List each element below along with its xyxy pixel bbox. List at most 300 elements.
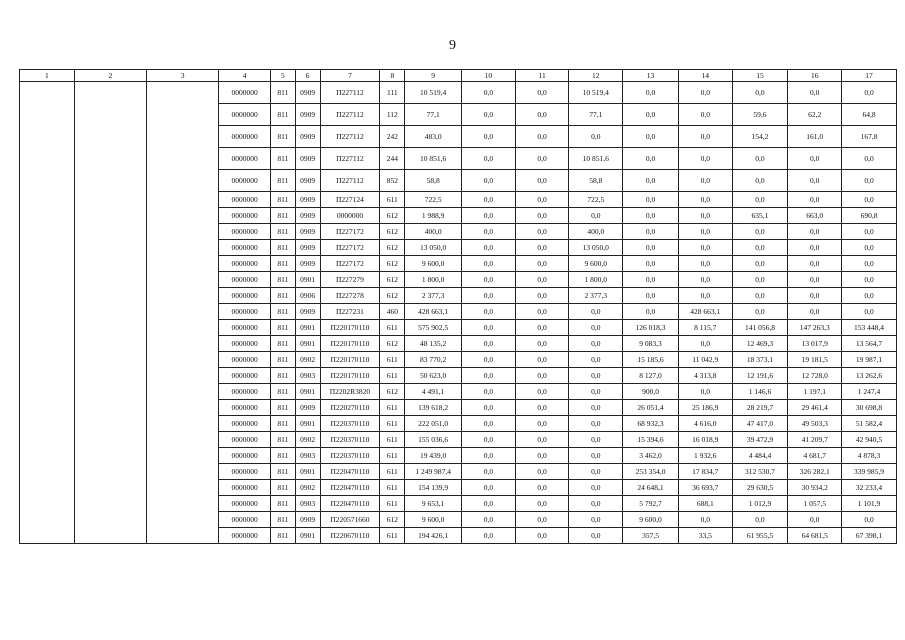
table-cell: 0,0 — [569, 320, 623, 336]
table-cell: 9 600,0 — [569, 256, 623, 272]
table-cell: 9 600,0 — [623, 512, 679, 528]
table-cell: П220170110 — [320, 368, 380, 384]
table-cell: 0,0 — [515, 464, 569, 480]
table-cell: 612 — [380, 384, 405, 400]
page-number: 9 — [449, 38, 456, 53]
table-cell: 139 618,2 — [405, 400, 462, 416]
table-cell: П220470110 — [320, 464, 380, 480]
table-cell: 62,2 — [788, 104, 842, 126]
column-header: 16 — [788, 70, 842, 82]
table-cell: 0,0 — [569, 416, 623, 432]
table-cell: 0,0 — [462, 148, 516, 170]
table-cell: 167,8 — [842, 126, 897, 148]
table-cell: 0906 — [295, 288, 320, 304]
table-cell: 15 185,6 — [623, 352, 679, 368]
table-cell: 4 878,3 — [842, 448, 897, 464]
table-cell: 0,0 — [678, 126, 732, 148]
table-cell: 0,0 — [788, 272, 842, 288]
table-cell: 0,0 — [678, 384, 732, 400]
table-cell: 1 800,0 — [569, 272, 623, 288]
table-cell: 690,8 — [842, 208, 897, 224]
table-cell: 0,0 — [462, 464, 516, 480]
table-cell: 0,0 — [569, 496, 623, 512]
table-cell: 0903 — [295, 496, 320, 512]
table-cell: 0,0 — [515, 170, 569, 192]
table-cell: 0,0 — [842, 148, 897, 170]
table-cell: 3 462,0 — [623, 448, 679, 464]
table-cell: П227124 — [320, 192, 380, 208]
table-cell: 811 — [270, 272, 295, 288]
table-cell: 612 — [380, 288, 405, 304]
column-header: 10 — [462, 70, 516, 82]
table-cell: 126 018,3 — [623, 320, 679, 336]
table-cell: 811 — [270, 480, 295, 496]
table-cell: 59,6 — [732, 104, 788, 126]
table-cell: 0,0 — [732, 256, 788, 272]
table-cell: 0,0 — [842, 304, 897, 320]
table-cell: 28 219,7 — [732, 400, 788, 416]
table-cell: 64,8 — [842, 104, 897, 126]
table-cell: 0909 — [295, 224, 320, 240]
table-cell: 0,0 — [515, 480, 569, 496]
table-cell: 154,2 — [732, 126, 788, 148]
table-cell: 0909 — [295, 240, 320, 256]
table-cell: 0,0 — [569, 304, 623, 320]
table-cell: 0,0 — [569, 336, 623, 352]
table-cell: 0,0 — [462, 336, 516, 352]
table-cell: 18 373,1 — [732, 352, 788, 368]
table-cell: 811 — [270, 288, 295, 304]
table-cell: 0909 — [295, 400, 320, 416]
table-cell: 0,0 — [569, 480, 623, 496]
table-cell: П220470110 — [320, 496, 380, 512]
table-cell: 0,0 — [842, 224, 897, 240]
table-cell: 4 491,1 — [405, 384, 462, 400]
table-cell: П220571660 — [320, 512, 380, 528]
table-cell: 0,0 — [732, 170, 788, 192]
table-cell: 0,0 — [569, 126, 623, 148]
table-cell: 1 101,9 — [842, 496, 897, 512]
table-cell: 2 377,3 — [569, 288, 623, 304]
table-cell: 811 — [270, 432, 295, 448]
table-cell: 19 987,1 — [842, 352, 897, 368]
table-cell: П220670110 — [320, 528, 380, 544]
table-cell: 811 — [270, 512, 295, 528]
table-cell: 611 — [380, 528, 405, 544]
table-cell: 611 — [380, 432, 405, 448]
table-cell: 0,0 — [842, 170, 897, 192]
table-cell: П227172 — [320, 224, 380, 240]
table-cell: 0,0 — [732, 148, 788, 170]
table-cell: 0902 — [295, 352, 320, 368]
table-cell: 112 — [380, 104, 405, 126]
table-cell: П220170110 — [320, 336, 380, 352]
table-cell: 663,0 — [788, 208, 842, 224]
table-cell: 4 484,4 — [732, 448, 788, 464]
table-cell: 811 — [270, 400, 295, 416]
table-cell: 0,0 — [462, 320, 516, 336]
table-cell: 811 — [270, 368, 295, 384]
table-cell: 0,0 — [842, 288, 897, 304]
table-cell: 0,0 — [788, 170, 842, 192]
column-header: 1 — [20, 70, 75, 82]
table-cell: 64 681,5 — [788, 528, 842, 544]
table-cell: 0,0 — [732, 82, 788, 104]
table-cell: 242 — [380, 126, 405, 148]
column-header: 6 — [295, 70, 320, 82]
table-cell: П227279 — [320, 272, 380, 288]
table-cell: 11 042,9 — [678, 352, 732, 368]
table-cell: 0,0 — [569, 448, 623, 464]
table-cell: 0000000 — [219, 192, 271, 208]
table-cell: 49 503,3 — [788, 416, 842, 432]
table-cell: 0,0 — [515, 528, 569, 544]
table-cell: 0,0 — [462, 256, 516, 272]
column-header: 9 — [405, 70, 462, 82]
table-cell: 0000000 — [219, 288, 271, 304]
column-header: 8 — [380, 70, 405, 82]
table-cell: 13 564,7 — [842, 336, 897, 352]
table-cell: 147 263,3 — [788, 320, 842, 336]
column-header: 7 — [320, 70, 380, 82]
table-cell: 155 036,6 — [405, 432, 462, 448]
table-cell: 0,0 — [462, 104, 516, 126]
table-cell: 0000000 — [219, 304, 271, 320]
table-cell: 0,0 — [788, 304, 842, 320]
table-cell: 0,0 — [569, 528, 623, 544]
table-cell: П2202R3820 — [320, 384, 380, 400]
table-cell: 612 — [380, 272, 405, 288]
table-cell: 428 663,1 — [678, 304, 732, 320]
column-header: 15 — [732, 70, 788, 82]
table-cell: 0000000 — [219, 464, 271, 480]
table-cell: 0909 — [295, 256, 320, 272]
table-cell: 0,0 — [678, 288, 732, 304]
table-cell: 0000000 — [219, 336, 271, 352]
table-cell: 0000000 — [219, 416, 271, 432]
table-cell: 811 — [270, 352, 295, 368]
table-cell: 811 — [270, 192, 295, 208]
table-cell: 0,0 — [732, 288, 788, 304]
table-cell: 12 728,0 — [788, 368, 842, 384]
table-cell: 58,8 — [569, 170, 623, 192]
table-cell: 0,0 — [788, 240, 842, 256]
table-cell: 0,0 — [623, 170, 679, 192]
table-cell: 811 — [270, 224, 295, 240]
table-cell: 1 800,0 — [405, 272, 462, 288]
table-cell: 0,0 — [515, 272, 569, 288]
table-cell: 1 988,9 — [405, 208, 462, 224]
table-cell: 8 127,0 — [623, 368, 679, 384]
table-cell: 611 — [380, 400, 405, 416]
table-cell: 0000000 — [219, 272, 271, 288]
table-cell: 0000000 — [219, 170, 271, 192]
table-cell: П220170110 — [320, 320, 380, 336]
table-cell: 0,0 — [462, 304, 516, 320]
table-cell: 0901 — [295, 384, 320, 400]
column-header: 5 — [270, 70, 295, 82]
table-cell: 0,0 — [515, 192, 569, 208]
table-cell: 0,0 — [842, 256, 897, 272]
table-cell: 612 — [380, 208, 405, 224]
table-cell: 0901 — [295, 336, 320, 352]
table-cell: 8 115,7 — [678, 320, 732, 336]
table-cell: П227172 — [320, 256, 380, 272]
table-cell: 0000000 — [219, 432, 271, 448]
table-cell: 25 186,9 — [678, 400, 732, 416]
table-cell: 0,0 — [515, 368, 569, 384]
table-cell: 0000000 — [320, 208, 380, 224]
table-cell: 611 — [380, 320, 405, 336]
table-cell: 1 932,6 — [678, 448, 732, 464]
table-cell: 0,0 — [842, 512, 897, 528]
table-cell: 1 247,4 — [842, 384, 897, 400]
table-cell: 0000000 — [219, 512, 271, 528]
table-cell: 0,0 — [515, 256, 569, 272]
table-cell: 0000000 — [219, 148, 271, 170]
table-cell: 0,0 — [788, 192, 842, 208]
table-cell: 68 932,3 — [623, 416, 679, 432]
table-cell: 0,0 — [462, 208, 516, 224]
table-cell: 0901 — [295, 416, 320, 432]
table-cell: 0,0 — [462, 240, 516, 256]
table-cell: 0,0 — [732, 304, 788, 320]
table-cell: 811 — [270, 464, 295, 480]
column-header: 2 — [74, 70, 146, 82]
table-cell: 0909 — [295, 148, 320, 170]
table-cell: 0,0 — [462, 496, 516, 512]
table-cell: 0,0 — [462, 368, 516, 384]
table-cell: 811 — [270, 208, 295, 224]
table-cell: 0,0 — [462, 448, 516, 464]
table-cell: 0,0 — [515, 432, 569, 448]
table-cell: 0,0 — [515, 336, 569, 352]
table-cell: 0000000 — [219, 208, 271, 224]
table-cell: 0,0 — [569, 352, 623, 368]
table-cell: 141 056,8 — [732, 320, 788, 336]
table-cell: 0902 — [295, 432, 320, 448]
table-cell: 161,0 — [788, 126, 842, 148]
table-cell: 0,0 — [678, 256, 732, 272]
table-cell: 39 472,9 — [732, 432, 788, 448]
table-cell: 0,0 — [462, 192, 516, 208]
table-cell: 0,0 — [462, 432, 516, 448]
table-cell: 0,0 — [678, 272, 732, 288]
table-cell: 635,1 — [732, 208, 788, 224]
table-cell: 67 398,1 — [842, 528, 897, 544]
table-cell: 0,0 — [462, 272, 516, 288]
table-cell: 0000000 — [219, 448, 271, 464]
table-cell: 0,0 — [788, 148, 842, 170]
table-cell: 400,0 — [405, 224, 462, 240]
table-cell: 0,0 — [462, 480, 516, 496]
table-cell: 0,0 — [623, 304, 679, 320]
table-cell: 0000000 — [219, 256, 271, 272]
table-cell: 0,0 — [569, 208, 623, 224]
table-cell: 0,0 — [678, 208, 732, 224]
table-cell: 612 — [380, 512, 405, 528]
table-cell: 9 600,0 — [405, 256, 462, 272]
table-cell: 4 616,0 — [678, 416, 732, 432]
table-cell: 611 — [380, 416, 405, 432]
header-row — [20, 70, 897, 82]
table-cell: 0909 — [295, 82, 320, 104]
column-header: 11 — [515, 70, 569, 82]
table-cell: 811 — [270, 104, 295, 126]
table-cell: 0,0 — [515, 320, 569, 336]
blank-cell — [147, 82, 219, 544]
table-cell: 48 135,2 — [405, 336, 462, 352]
table-cell: 0,0 — [515, 400, 569, 416]
table-cell: 0,0 — [842, 192, 897, 208]
table-cell: 811 — [270, 148, 295, 170]
table-cell: 111 — [380, 82, 405, 104]
table-cell: 0901 — [295, 464, 320, 480]
table-cell: 0,0 — [842, 240, 897, 256]
table-cell: 0,0 — [678, 512, 732, 528]
table-cell: 24 648,1 — [623, 480, 679, 496]
table-cell: 339 985,9 — [842, 464, 897, 480]
table-cell: 0,0 — [515, 496, 569, 512]
table-cell: 41 209,7 — [788, 432, 842, 448]
table-cell: 0,0 — [569, 512, 623, 528]
column-header: 3 — [147, 70, 219, 82]
table-cell: 0,0 — [623, 208, 679, 224]
column-header: 17 — [842, 70, 897, 82]
table-cell: П220370110 — [320, 432, 380, 448]
table-cell: 83 770,2 — [405, 352, 462, 368]
table-cell: 0909 — [295, 170, 320, 192]
table-cell: 611 — [380, 192, 405, 208]
table-cell: 0909 — [295, 126, 320, 148]
table-cell: 19 181,5 — [788, 352, 842, 368]
table-cell: 611 — [380, 352, 405, 368]
table-cell: 688,1 — [678, 496, 732, 512]
table-cell: 0,0 — [788, 512, 842, 528]
table-cell: 0000000 — [219, 320, 271, 336]
table-cell: 0,0 — [732, 224, 788, 240]
table-cell: 0000000 — [219, 384, 271, 400]
table-cell: 10 851,6 — [569, 148, 623, 170]
table-cell: 0,0 — [515, 82, 569, 104]
table-cell: 0,0 — [515, 448, 569, 464]
table-cell: 0,0 — [623, 288, 679, 304]
table-cell: П227112 — [320, 82, 380, 104]
table-cell: 0,0 — [515, 148, 569, 170]
table-cell: 0,0 — [678, 104, 732, 126]
table-cell: 10 519,4 — [405, 82, 462, 104]
table-cell: 811 — [270, 240, 295, 256]
table-cell: 0000000 — [219, 104, 271, 126]
table-cell: 0,0 — [515, 104, 569, 126]
table-cell: 0,0 — [732, 512, 788, 528]
table-cell: 0000000 — [219, 240, 271, 256]
table-cell: 0,0 — [788, 82, 842, 104]
table-cell: 9 600,0 — [405, 512, 462, 528]
table-cell: 0,0 — [515, 352, 569, 368]
table-cell: 12 191,6 — [732, 368, 788, 384]
table-cell: 2 377,3 — [405, 288, 462, 304]
table-cell: П220170110 — [320, 352, 380, 368]
table-cell: 0,0 — [515, 512, 569, 528]
table-cell: П227112 — [320, 126, 380, 148]
table-cell: 0,0 — [623, 224, 679, 240]
table-cell: 0,0 — [515, 208, 569, 224]
table-cell: 0,0 — [678, 192, 732, 208]
table-cell: 0903 — [295, 448, 320, 464]
table-cell: 58,8 — [405, 170, 462, 192]
table-cell: 811 — [270, 384, 295, 400]
table-cell: 19 439,0 — [405, 448, 462, 464]
table-cell: П220370110 — [320, 448, 380, 464]
table-cell: 811 — [270, 528, 295, 544]
blank-cell — [20, 82, 75, 544]
table-cell: 29 630,5 — [732, 480, 788, 496]
table-cell: П227231 — [320, 304, 380, 320]
table-cell: 811 — [270, 416, 295, 432]
table-cell: 0,0 — [462, 400, 516, 416]
table-cell: 326 282,1 — [788, 464, 842, 480]
table-cell: 0,0 — [623, 82, 679, 104]
table-cell: 722,5 — [569, 192, 623, 208]
table-cell: 0,0 — [515, 288, 569, 304]
table-cell: 33,5 — [678, 528, 732, 544]
table-cell: 0909 — [295, 304, 320, 320]
blank-cell — [74, 82, 146, 544]
table-cell: 13 017,9 — [788, 336, 842, 352]
table-cell: 0,0 — [623, 126, 679, 148]
table-cell: 811 — [270, 304, 295, 320]
table-cell: 0,0 — [515, 224, 569, 240]
table-cell: 15 394,6 — [623, 432, 679, 448]
table-cell: 0,0 — [678, 240, 732, 256]
table-cell: 0909 — [295, 512, 320, 528]
table-cell: 460 — [380, 304, 405, 320]
table-cell: 0902 — [295, 480, 320, 496]
table-cell: 0901 — [295, 320, 320, 336]
table-cell: 9 653,1 — [405, 496, 462, 512]
table-cell: 0,0 — [569, 384, 623, 400]
table-cell: 36 693,7 — [678, 480, 732, 496]
table-cell: 10 851,6 — [405, 148, 462, 170]
table-cell: 0,0 — [678, 224, 732, 240]
table-cell: 0,0 — [788, 256, 842, 272]
table-cell: 0,0 — [462, 528, 516, 544]
table-cell: 612 — [380, 256, 405, 272]
table-cell: П220270110 — [320, 400, 380, 416]
table-cell: 0,0 — [462, 416, 516, 432]
table-cell: 0,0 — [462, 384, 516, 400]
table-cell: 0901 — [295, 528, 320, 544]
table-cell: 4 681,7 — [788, 448, 842, 464]
table-cell: 1 249 987,4 — [405, 464, 462, 480]
table-cell: 0,0 — [678, 336, 732, 352]
table-cell: 17 834,7 — [678, 464, 732, 480]
table-row — [20, 82, 897, 104]
table-cell: 32 233,4 — [842, 480, 897, 496]
table-cell: 811 — [270, 496, 295, 512]
table-cell: 47 417,0 — [732, 416, 788, 432]
table-cell: 253 354,0 — [623, 464, 679, 480]
table-cell: 0000000 — [219, 480, 271, 496]
table-cell: 13 050,0 — [569, 240, 623, 256]
table-cell: 0000000 — [219, 126, 271, 148]
table-cell: 0,0 — [678, 148, 732, 170]
table-cell: 0,0 — [515, 384, 569, 400]
table-cell: 194 426,1 — [405, 528, 462, 544]
column-header: 13 — [623, 70, 679, 82]
table-cell: 0,0 — [462, 170, 516, 192]
